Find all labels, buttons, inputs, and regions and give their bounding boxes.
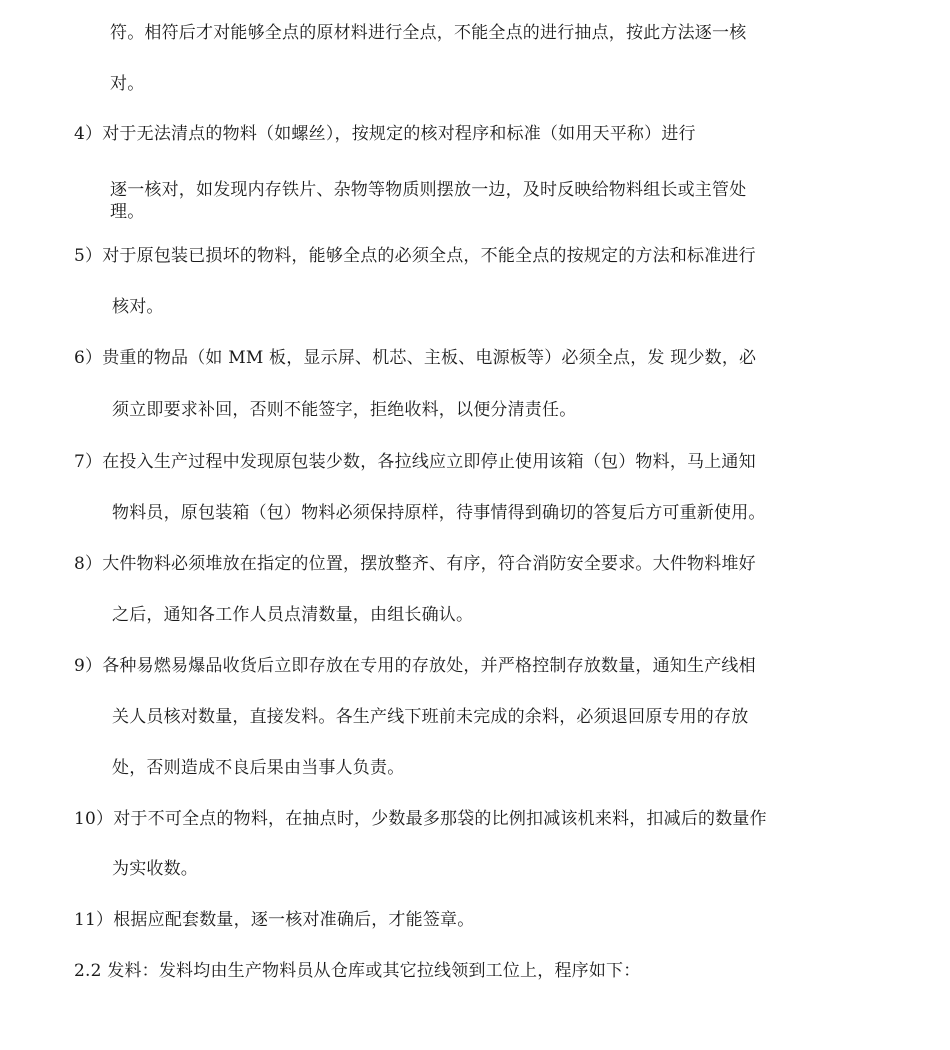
text-line: 对。 (110, 74, 145, 94)
text-line: 处，否则造成不良后果由当事人负责。 (112, 758, 405, 778)
text-line: 物料员，原包装箱（包）物料必须保持原样，待事情得到确切的答复后方可重新使用。 (112, 503, 766, 523)
list-item-7: 7）在投入生产过程中发现原包装少数，各拉线应立即停止使用该箱（包）物料，马上通知 (74, 452, 756, 472)
text-line: 理。 (110, 202, 145, 222)
text-line: 关人员核对数量，直接发料。各生产线下班前未完成的余料，必须退回原专用的存放 (112, 707, 749, 727)
list-item-11: 11）根据应配套数量，逐一核对准确后，才能签章。 (74, 910, 475, 930)
list-item-9: 9）各种易燃易爆品收货后立即存放在专用的存放处，并严格控制存放数量，通知生产线相 (74, 656, 756, 676)
text-line: 符。相符后才对能够全点的原材料进行全点，不能全点的进行抽点，按此方法逐一核 (110, 23, 747, 43)
list-item-5: 5）对于原包装已损坏的物料，能够全点的必须全点，不能全点的按规定的方法和标准进行 (74, 246, 756, 266)
text-line: 之后，通知各工作人员点清数量，由组长确认。 (112, 605, 474, 625)
text-line: 为实收数。 (112, 859, 198, 879)
list-item-4: 4）对于无法清点的物料（如螺丝），按规定的核对程序和标准（如用天平称）进行 (74, 124, 696, 144)
text-line: 逐一核对，如发现内存铁片、杂物等物质则摆放一边，及时反映给物料组长或主管处 (110, 180, 747, 200)
list-item-8: 8）大件物料必须堆放在指定的位置，摆放整齐、有序，符合消防安全要求。大件物料堆好 (74, 554, 756, 574)
text-line: 须立即要求补回，否则不能签字，拒绝收料，以便分清责任。 (112, 400, 577, 420)
list-item-10: 10）对于不可全点的物料，在抽点时，少数最多那袋的比例扣减该机来料，扣减后的数量作 (74, 809, 767, 829)
text-line: 核对。 (112, 297, 164, 317)
list-item-6: 6）贵重的物品（如 MM 板，显示屏、机芯、主板、电源板等）必须全点，发 现少数，必 (74, 348, 757, 368)
section-heading-2-2: 2.2 发料：发料均由生产物料员从仓库或其它拉线领到工位上，程序如下： (74, 961, 641, 981)
